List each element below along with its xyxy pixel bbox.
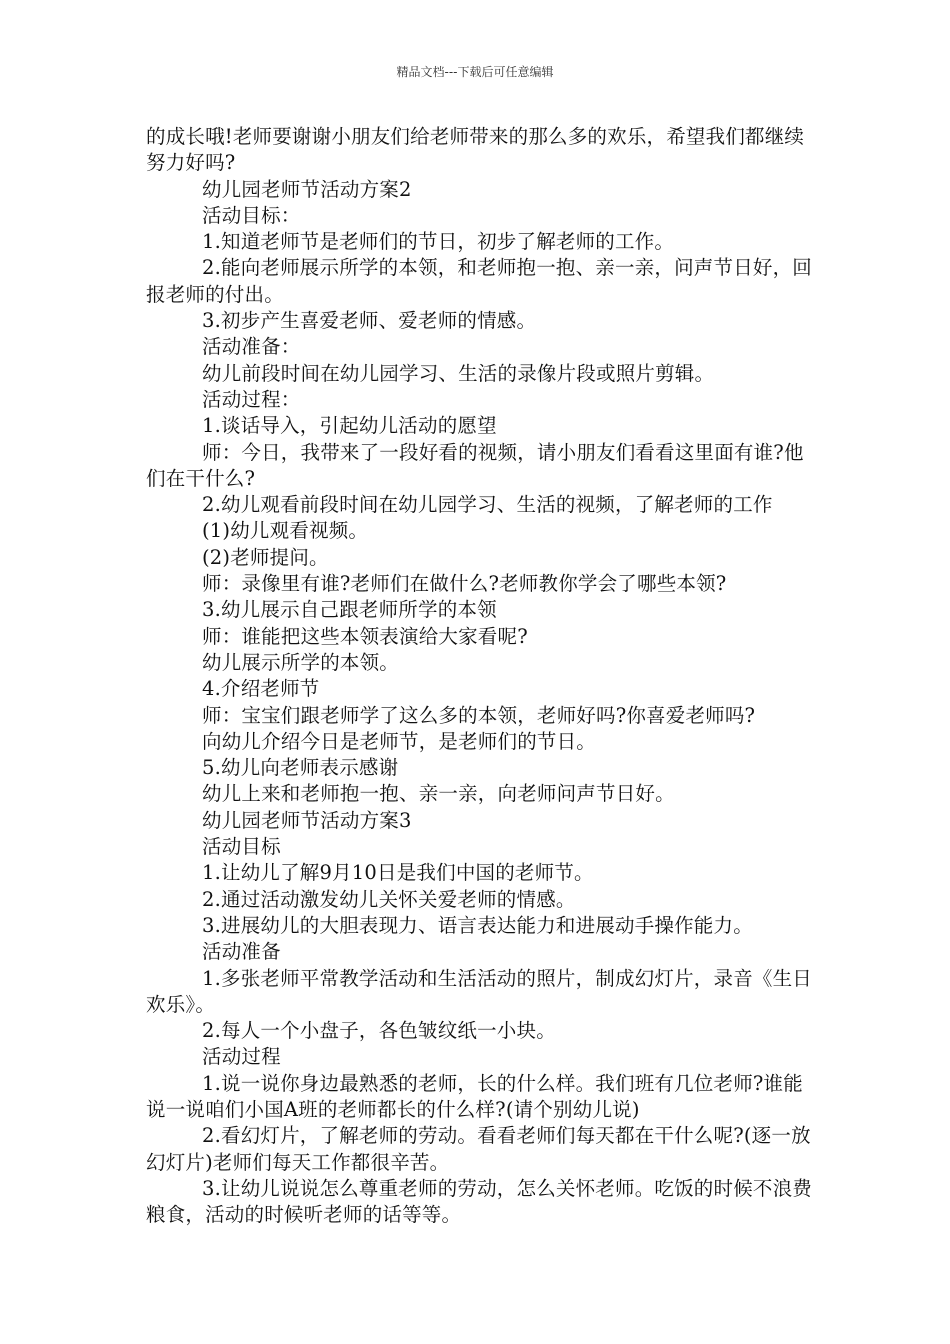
paragraph: 1.谈话导入，引起幼儿活动的愿望 bbox=[202, 414, 497, 438]
paragraph: 幼儿园老师节活动方案3 bbox=[202, 808, 412, 832]
paragraph: 2.能向老师展示所学的本领，和老师抱一抱、亲一亲，问声节日好，回报老师的付出。 bbox=[146, 256, 813, 306]
paragraph: 5.幼儿向老师表示感谢 bbox=[202, 756, 399, 780]
paragraph: 2.幼儿观看前段时间在幼儿园学习、生活的视频，了解老师的工作 bbox=[202, 493, 773, 517]
paragraph: 3.让幼儿说说怎么尊重老师的劳动，怎么关怀老师。吃饭的时候不浪费粮食，活动的时候听老师的话等等。 bbox=[146, 1176, 813, 1227]
paragraph: 1.说一说你身边最熟悉的老师，长的什么样。我们班有几位老师?谁能说一说咱们小国A班的老师都长的什么样?(请个别幼儿说) bbox=[146, 1071, 803, 1121]
paragraph: 向幼儿介绍今日是老师节，是老师们的节日。 bbox=[202, 729, 597, 753]
paragraph: 3.初步产生喜爱老师、爱老师的情感。 bbox=[202, 309, 537, 333]
paragraph: 活动过程 bbox=[202, 1045, 281, 1069]
document-body bbox=[146, 124, 816, 1228]
paragraph: 的成长哦!老师要谢谢小朋友们给老师带来的那么多的欢乐，希望我们都继续努力好吗? bbox=[146, 125, 805, 175]
paragraph: 活动过程： bbox=[202, 387, 301, 411]
paragraph: 1.知道老师节是老师们的节日，初步了解老师的工作。 bbox=[202, 230, 675, 254]
paragraph: 活动目标 bbox=[202, 835, 281, 859]
paragraph: 1.多张老师平常教学活动和生活活动的照片，制成幻灯片，录音《生日欢乐》。 bbox=[146, 966, 813, 1016]
paragraph: 2.通过活动激发幼儿关怀关爱老师的情感。 bbox=[202, 887, 576, 911]
paragraph: 4.介绍老师节 bbox=[202, 677, 320, 701]
paragraph: 幼儿园老师节活动方案2 bbox=[202, 177, 412, 201]
paragraph: 2.每人一个小盘子，各色皱纹纸一小块。 bbox=[202, 1019, 556, 1043]
paragraph: 幼儿上来和老师抱一抱、亲一亲，向老师问声节日好。 bbox=[202, 782, 675, 806]
paragraph: 幼儿展示所学的本领。 bbox=[202, 650, 400, 674]
paragraph: 1.让幼儿了解9月10日是我们中国的老师节。 bbox=[202, 861, 594, 885]
paragraph: 师：谁能把这些本领表演给大家看呢? bbox=[202, 624, 528, 648]
paragraph: 幼儿前段时间在幼儿园学习、生活的录像片段或照片剪辑。 bbox=[202, 361, 715, 385]
paragraph: 师：录像里有谁?老师们在做什么?老师教你学会了哪些本领? bbox=[202, 572, 727, 596]
paragraph: (1)幼儿观看视频。 bbox=[202, 519, 369, 543]
page-header: 精品文档---下载后可任意编辑 bbox=[396, 65, 554, 79]
paragraph: 2.看幻灯片，了解老师的劳动。看看老师们每天都在干什么呢?(逐一放幻灯片)老师们每天工作都很辛苦。 bbox=[146, 1124, 811, 1174]
paragraph: 活动准备 bbox=[202, 940, 281, 964]
paragraph: 3.进展幼儿的大胆表现力、语言表达能力和进展动手操作能力。 bbox=[202, 913, 753, 937]
paragraph: 活动准备： bbox=[202, 335, 301, 359]
paragraph: 3.幼儿展示自己跟老师所学的本领 bbox=[202, 598, 497, 622]
paragraph: (2)老师提问。 bbox=[202, 545, 329, 569]
paragraph: 师：宝宝们跟老师学了这么多的本领，老师好吗?你喜爱老师吗? bbox=[202, 703, 756, 727]
paragraph: 师：今日，我带来了一段好看的视频，请小朋友们看看这里面有谁?他们在干什么? bbox=[146, 440, 804, 490]
paragraph: 活动目标： bbox=[202, 203, 301, 227]
